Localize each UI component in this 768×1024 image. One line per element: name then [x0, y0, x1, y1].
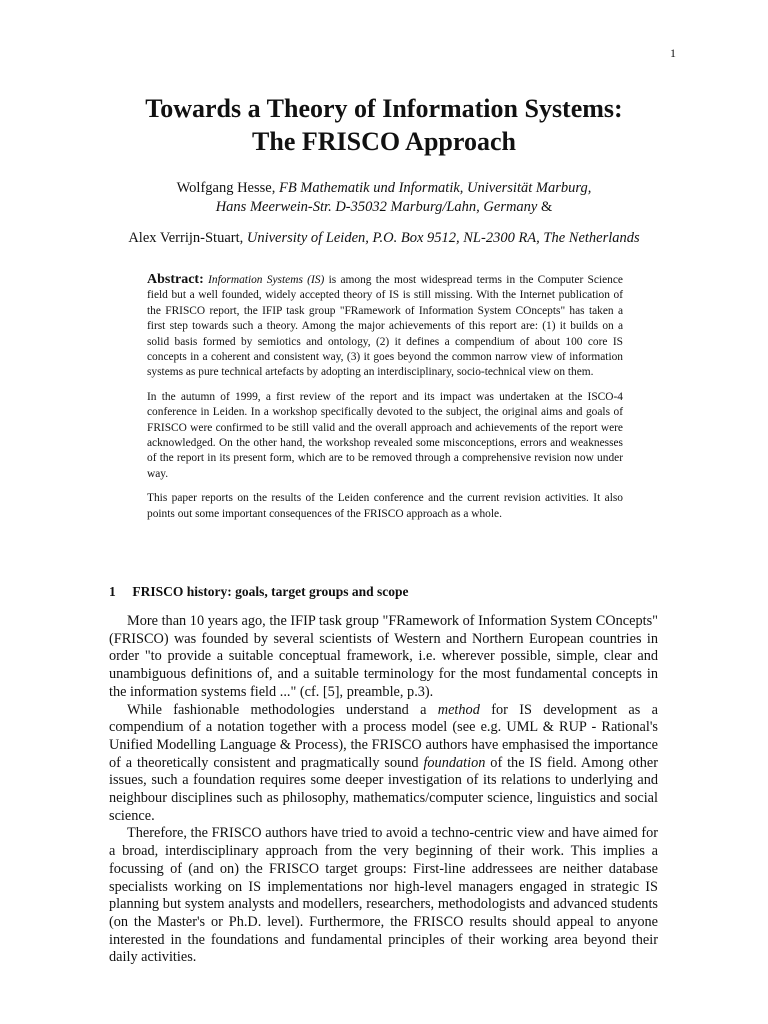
body-paragraph-1: More than 10 years ago, the IFIP task group "FRamework of Information System COncepts" (FRISCO) was founded by several scientists of Western and Northern European countries in order "to provide a suitable conceptual framework, i.e. wherever possible, simple, clear and unambiguous definitions of, and a suitable terminology for the most fundamental concepts in the information systems field ..." (cf. [5], preamble, p.3). — [109, 613, 658, 700]
body-paragraph-2 — [109, 702, 658, 826]
body-p2-text-a: While fashionable methodologies understand a — [127, 701, 427, 718]
section-title: FRISCO history: goals, target groups and scope — [132, 584, 409, 599]
author-2-name: Alex Verrijn-Stuart, — [128, 230, 244, 246]
abstract-p1-text: is among the most widespread terms in the Computer Science field but a well founded, widely accepted theory of IS is still missing. With the Internet publication of the FRISCO report, the IFIP task group "FRamework of Information System COncepts" has taken a first step towards such a theory. Among the major achievements of this report are: (1) it builds on a solid basis formed by semiotics and ontology, (2) it defines a compendium of about 100 core IS concepts in a coherent and consistent way, (3) it goes beyond the common narrow view of information systems as pure technical artefacts by adopting an interdisciplinary, socio-technical view on them. — [147, 274, 623, 379]
abstract — [147, 272, 623, 531]
body-p2-text-b: for IS development as a compendium of a notation together with a process model (see e.g. UML & RUP - Rational's Unified Modelling Language & Process), the FRISCO authors have emphasised the importance of a theoretically consistent and pragmatically sound — [109, 701, 659, 771]
author-1-affiliation-line-1: FB Mathematik und Informatik, Universität Marburg, — [278, 180, 592, 196]
abstract-paragraph-3: This paper reports on the results of the Leiden conference and the current revision activities. It also points out some important consequences of the FRISCO approach as a whole. — [147, 492, 623, 520]
title-line-1: Towards a Theory of Information Systems: — [145, 94, 623, 123]
title-line-2: The FRISCO Approach — [252, 127, 516, 156]
section-number: 1 — [109, 584, 116, 599]
body-paragraph-3: Therefore, the FRISCO authors have tried to avoid a techno-centric view and have aimed for a broad, interdisciplinary approach from the very beginning of their work. This implies a focussing of (and on) the FRISCO target groups: First-line addressees are neither database specialists working on IS implementations nor high-level managers engaged in strategic IS planning but system analysts and modellers, researchers, methodologists and advanced students (on the Master's or Ph.D. level). Furthermore, the FRISCO results should appeal to anyone interested in the foundations and fundamental principles of their working area beyond their daily activities. — [109, 825, 658, 966]
paper-title — [60, 92, 708, 158]
body-p2-emphasis-foundation: foundation — [423, 754, 486, 771]
author-1-affiliation-line-2: Hans Meerwein-Str. D-35032 Marburg/Lahn, Germany — [215, 199, 538, 215]
abstract-label: Abstract: — [147, 272, 204, 287]
author-conjunction: & — [541, 199, 553, 215]
body-p2-emphasis-method: method — [437, 701, 480, 718]
author-block-1 — [100, 179, 668, 217]
body-p2-text-c: of the IS field. Among other issues, such a foundation requires some deeper investigation of its relations to underlying and neighbour disciplines such as philosophy, mathematics/computer science, linguistics and social science. — [109, 754, 659, 824]
abstract-lead-term: Information Systems (IS) — [208, 274, 325, 286]
author-1-name: Wolfgang Hesse, — [176, 180, 276, 196]
author-block-2 — [100, 229, 668, 248]
abstract-paragraph-2: In the autumn of 1999, a first review of the report and its impact was undertaken at the ISCO-4 conference in Leiden. In a workshop specifically devoted to the subject, the original aims and goals of FRISCO were confirmed to be still valid and the overall approach and achievements of the report were acknowledged. On the other hand, the workshop revealed some misconceptions, errors and weaknesses of the report in its present form, which are to be removed through a comprehensive revision now under way. — [147, 390, 623, 480]
page-number: 1 — [670, 46, 676, 60]
section-heading — [109, 584, 409, 600]
body-text — [109, 613, 658, 967]
author-2-affiliation: University of Leiden, P.O. Box 9512, NL-2300 RA, The Netherlands — [246, 230, 640, 246]
abstract-paragraph-1 — [147, 272, 623, 381]
